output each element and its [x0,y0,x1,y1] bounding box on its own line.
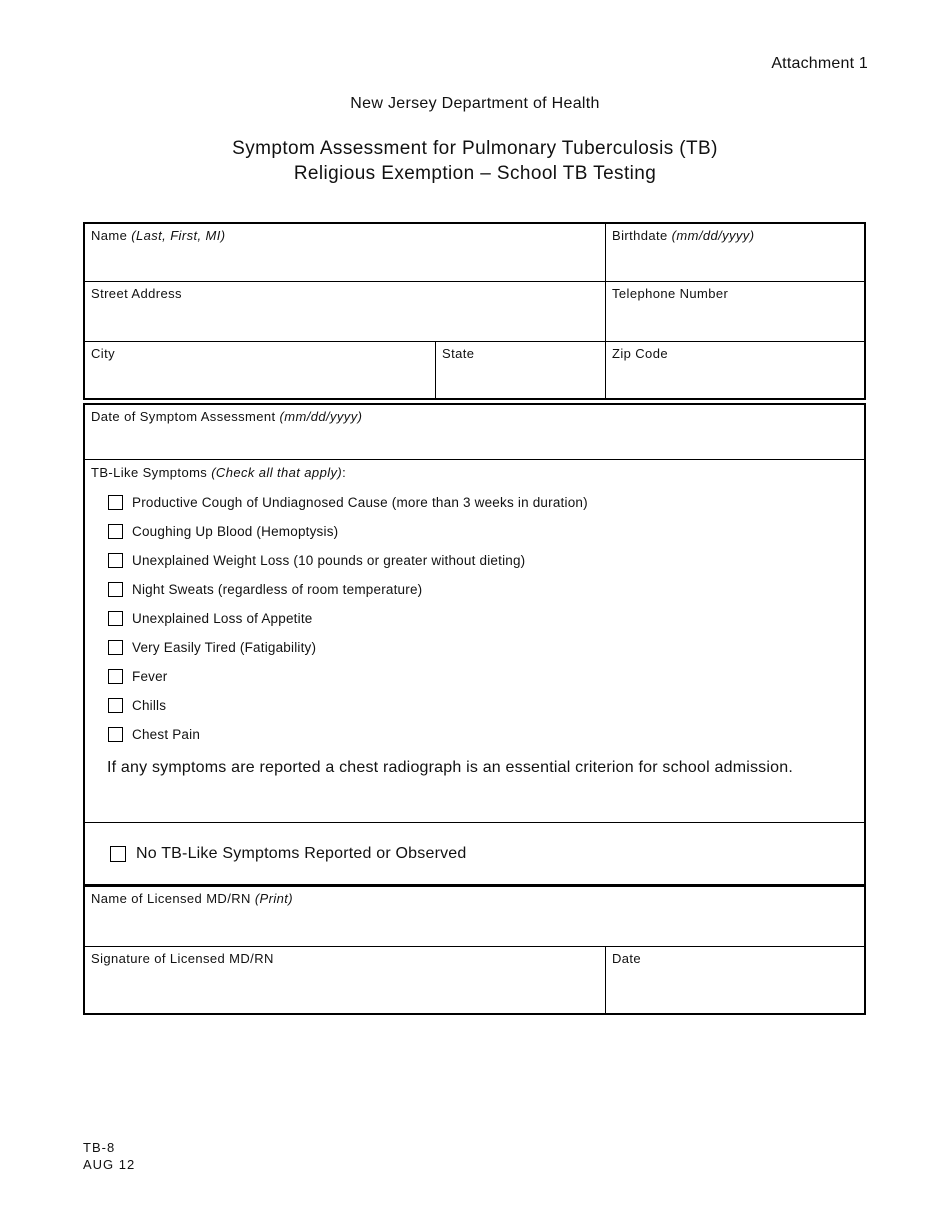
symptom-checkbox-chills[interactable] [108,698,123,713]
symptom-label: Chills [132,698,167,713]
symptom-item [108,488,864,517]
street-address-field[interactable] [85,282,605,341]
telephone-field[interactable] [605,282,864,341]
table-row [85,947,864,1013]
symptom-checkbox-weight-loss[interactable] [108,553,123,568]
zip-label: Zip Code [612,346,668,361]
symptom-item [108,604,864,633]
no-symptoms-checkbox[interactable] [110,846,126,862]
assessment-date-field[interactable] [85,405,864,459]
form-title [0,136,950,186]
form-title-line1: Symptom Assessment for Pulmonary Tuberculosis (TB) [232,138,718,159]
signature-field[interactable] [85,947,605,1013]
state-field[interactable] [435,342,605,398]
symptom-label: Night Sweats (regardless of room temperature) [132,582,423,597]
city-field[interactable] [85,342,435,398]
demographics-table [83,222,866,400]
symptom-checkbox-fatigability[interactable] [108,640,123,655]
state-label: State [442,346,475,361]
birthdate-label: Birthdate (mm/dd/yyyy) [612,228,755,243]
symptom-item [108,633,864,662]
symptom-label: Coughing Up Blood (Hemoptysis) [132,524,339,539]
symptom-item [108,662,864,691]
symptom-label: Unexplained Loss of Appetite [132,611,313,626]
symptom-checkbox-night-sweats[interactable] [108,582,123,597]
street-address-label: Street Address [91,286,182,301]
telephone-label: Telephone Number [612,286,729,301]
symptom-checkbox-productive-cough[interactable] [108,495,123,510]
md-name-field[interactable] [85,887,864,946]
table-row [85,224,864,282]
symptom-item [108,720,864,749]
no-symptoms-label: No TB-Like Symptoms Reported or Observed [136,844,467,862]
signature-label: Signature of Licensed MD/RN [91,951,274,966]
symptom-label: Fever [132,669,168,684]
symptom-label: Unexplained Weight Loss (10 pounds or greater without dieting) [132,553,526,568]
form-footer [83,1139,135,1173]
symptom-checkbox-chest-pain[interactable] [108,727,123,742]
radiograph-note: If any symptoms are reported a chest radiograph is an essential criterion for school admission. [107,759,793,776]
name-field[interactable] [85,224,605,281]
no-symptoms-row [85,823,864,887]
table-row [85,887,864,947]
symptom-checkbox-fever[interactable] [108,669,123,684]
form-number: TB-8 [83,1140,116,1155]
zip-field[interactable] [605,342,864,398]
birthdate-field[interactable] [605,224,864,281]
form-revision: AUG 12 [83,1157,136,1172]
symptom-checkbox-loss-of-appetite[interactable] [108,611,123,626]
symptom-label: Productive Cough of Undiagnosed Cause (more than 3 weeks in duration) [132,495,588,510]
symptom-item [108,546,864,575]
symptom-item [108,517,864,546]
symptoms-section-label: TB-Like Symptoms (Check all that apply): [91,465,347,480]
table-row [85,282,864,342]
department-title: New Jersey Department of Health [350,95,600,112]
city-label: City [91,346,115,361]
symptom-checkbox-coughing-blood[interactable] [108,524,123,539]
table-row [85,405,864,460]
table-row [85,342,864,398]
name-label: Name (Last, First, MI) [91,228,226,243]
symptom-item [108,691,864,720]
attachment-label: Attachment 1 [771,55,868,72]
symptom-item [108,575,864,604]
symptom-label: Chest Pain [132,727,201,742]
symptoms-list [108,488,864,749]
assessment-date-label: Date of Symptom Assessment (mm/dd/yyyy) [91,409,363,424]
date-label: Date [612,951,642,966]
md-name-label: Name of Licensed MD/RN (Print) [91,891,294,906]
date-field[interactable] [605,947,864,1013]
symptom-label: Very Easily Tired (Fatigability) [132,640,317,655]
symptoms-section [85,460,864,823]
assessment-table [83,403,866,1015]
form-title-line2: Religious Exemption – School TB Testing [293,163,657,184]
